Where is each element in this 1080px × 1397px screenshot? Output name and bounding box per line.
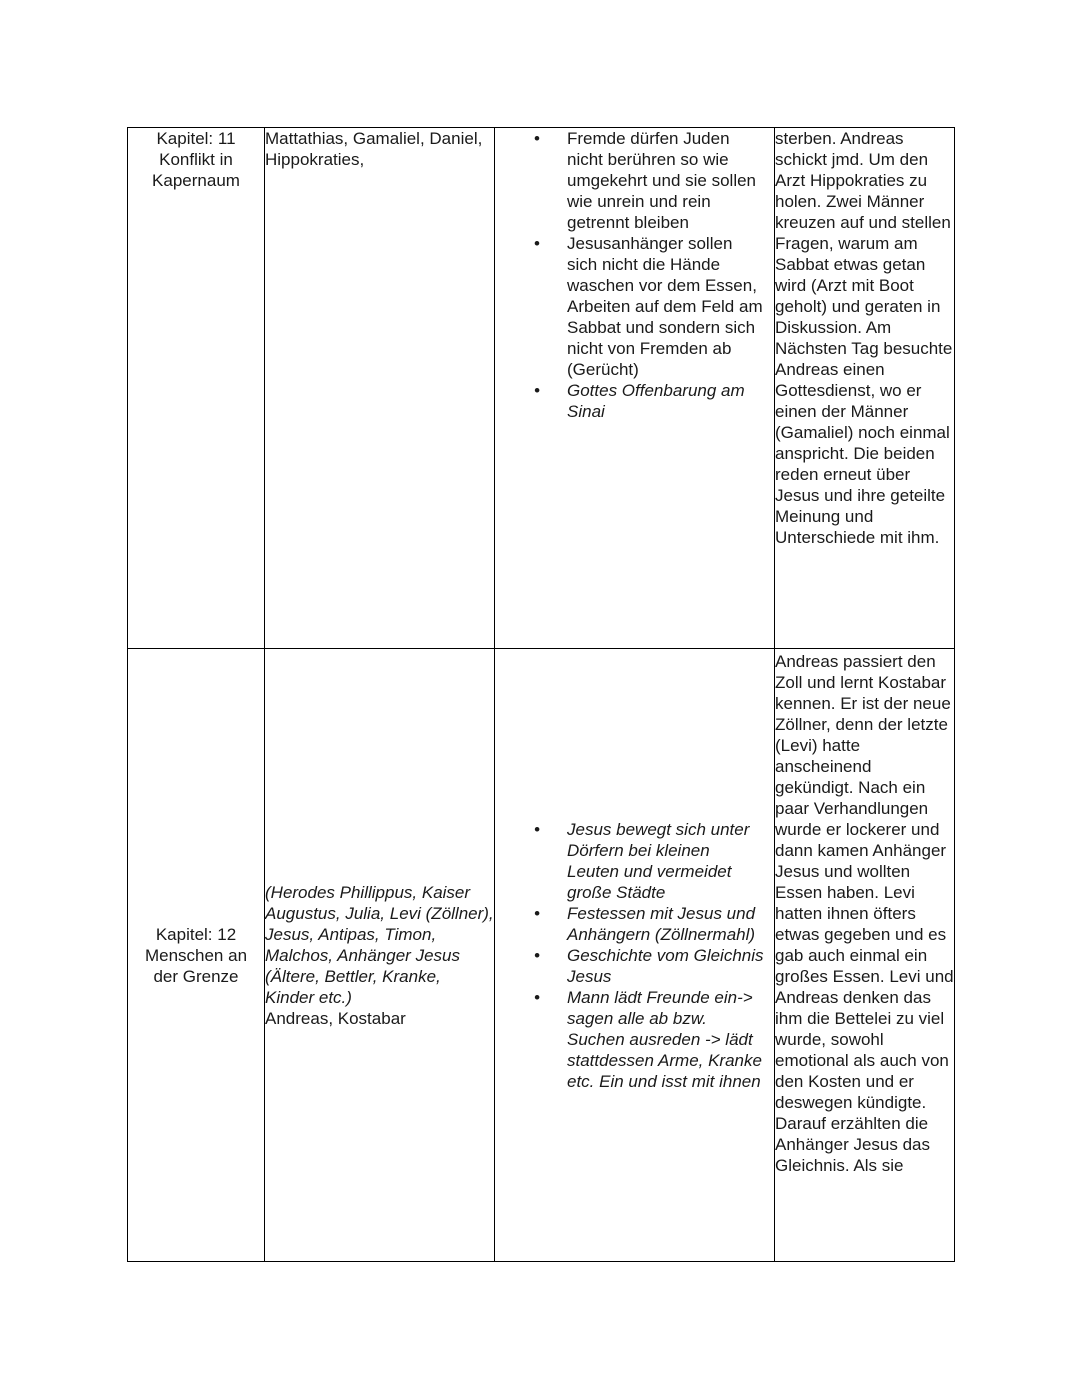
chapter-line: Kapitel: 11 xyxy=(156,129,236,148)
events-cell xyxy=(495,649,775,1262)
events-cell xyxy=(495,128,775,649)
chapter-cell xyxy=(128,649,265,1262)
events-list xyxy=(495,128,774,422)
plot-clip xyxy=(775,651,954,1261)
chapter-cell xyxy=(128,128,265,649)
chapter-line: Kapernaum xyxy=(152,171,240,190)
events-list xyxy=(495,819,774,1092)
list-item: • Jesusanhänger sollen sich nicht die Hände waschen vor dem Essen, Arbeiten auf dem Feld am Sabbat und sondern sich nicht von Fremden ab (Gerücht) xyxy=(567,233,766,380)
plot-cell xyxy=(775,649,955,1262)
list-item: • Fremde dürfen Juden nicht berühren so wie umgekehrt und sie sollen wie unrein und rein getrennt bleiben xyxy=(567,128,766,233)
chapter-line: Menschen an xyxy=(144,945,248,965)
list-item: • Jesus bewegt sich unter Dörfern bei kleinen Leuten und vermeidet große Städte xyxy=(567,819,766,903)
people-text: Mattathias, Gamaliel, Daniel, Hippokraties, xyxy=(265,129,483,169)
people-text: Andreas, Kostabar xyxy=(265,1008,406,1028)
people-cell xyxy=(265,128,495,649)
list-item: • Mann lädt Freunde ein-> sagen alle ab bzw. Suchen ausreden -> lädt stattdessen Arme, Kranke etc. Ein und isst mit ihnen xyxy=(567,987,766,1092)
list-item: • Geschichte vom Gleichnis Jesus xyxy=(567,945,766,987)
plot-cell xyxy=(775,128,955,649)
chapter-summary-table xyxy=(127,127,955,1262)
people-cell xyxy=(265,649,495,1262)
chapter-line: der Grenze xyxy=(153,966,239,986)
list-item: • Festessen mit Jesus und Anhängern (Zöllnermahl) xyxy=(567,903,766,945)
list-item: • Gottes Offenbarung am Sinai xyxy=(567,380,766,422)
plot-text: sterben. Andreas schickt jmd. Um den Arzt Hippokraties zu holen. Zwei Männer kreuzen auf und stellen Fragen, warum am Sabbat etwas getan wird (Arzt mit Boot geholt) und geraten in Diskussion. Am Nächsten Tag besuchte Andreas einen Gottesdienst, wo er einen der Männer (Gamaliel) noch einmal anspricht. Die beiden reden erneut über Jesus und ihre geteilte Meinung und Unterschiede mit ihm. xyxy=(775,129,953,547)
plot-text: Andreas passiert den Zoll und lernt Kostabar kennen. Er ist der neue Zöllner, denn der letzte (Levi) hatte anscheinend gekündigt. Nach ein paar Verhandlungen wurde er lockerer und dann kamen Anhänger Jesus und wollten Essen haben. Levi hatten ihnen öfters etwas gegeben und es gab auch einmal ein großes Essen. Levi und Andreas denken das ihm die Bettelei zu viel wurde, sowohl emotional als auch von den Kosten und er deswegen kündigte. Darauf erzählten die Anhänger Jesus das Gleichnis. Als sie xyxy=(775,652,954,1175)
chapter-line: Kapitel: 12 xyxy=(155,924,237,944)
people-text-italic: (Herodes Phillippus, Kaiser Augustus, Julia, Levi (Zöllner), Jesus, Antipas, Timon, Malchos, Anhänger Jesus (Ältere, Bettler, Kranke, Kinder etc.) xyxy=(265,882,494,1007)
chapter-line: Konflikt in xyxy=(159,150,233,169)
table-row xyxy=(128,128,955,649)
table-row xyxy=(128,649,955,1262)
